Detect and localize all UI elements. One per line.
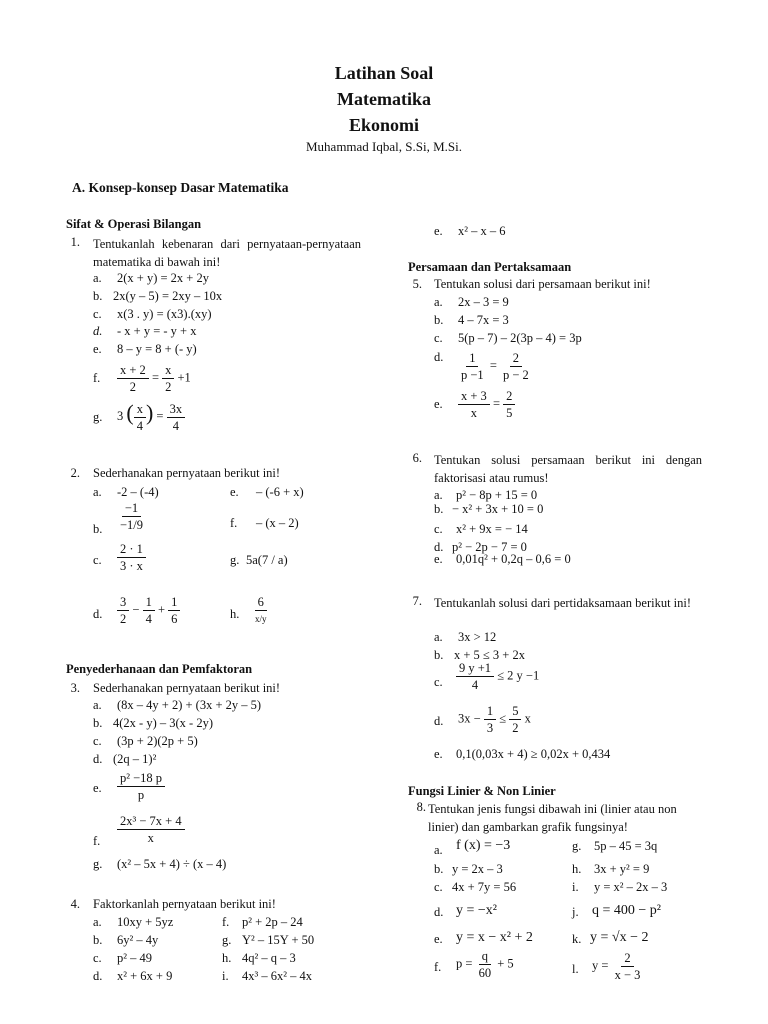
item-expr: - x + y = - y + x [117, 324, 197, 338]
item-expr: y = √x − 2 [590, 930, 649, 945]
denominator: p −1 [461, 368, 484, 382]
item-label: c. [434, 331, 443, 345]
item-label: h. [230, 607, 240, 621]
item-label: a. [93, 485, 102, 499]
item-expr: 8 – y = 8 + (- y) [117, 342, 197, 356]
item-label: f. [434, 960, 442, 974]
item-expr: 5p – 45 = 3q [594, 839, 658, 853]
leading-term: p = [456, 956, 473, 971]
denominator: 4 [471, 678, 479, 692]
item-label: d. [434, 905, 444, 919]
item-expr: 2x – 3 = 9 [458, 295, 509, 309]
denominator: 2 [120, 612, 127, 626]
denominator: −1/9 [120, 518, 144, 532]
item-expr: y = x² – 2x – 3 [594, 880, 668, 894]
numerator: 3 [117, 594, 129, 611]
question-number: 5. [412, 277, 422, 291]
subheading-penyederhanaan: Penyederhanaan dan Pemfaktoran [66, 662, 253, 676]
fraction-expr [456, 948, 514, 981]
item-label: e. [434, 397, 443, 411]
item-label: a. [93, 698, 102, 712]
numerator: 2 · 1 [117, 541, 146, 558]
item-expr: 4x + 7y = 56 [452, 880, 517, 894]
item-label: a. [93, 271, 102, 285]
item-expr: y = x − x² + 2 [456, 930, 533, 945]
numerator: 2x³ − 7x + 4 [117, 813, 185, 830]
denominator: x − 3 [614, 968, 641, 982]
item-expr: 10xy + 5yz [117, 915, 174, 929]
fraction-expr [117, 500, 146, 533]
question-number: 3. [70, 681, 80, 695]
remainder: ≤ 2 y −1 [497, 668, 540, 683]
item-label: c. [93, 553, 102, 567]
coefficient: 3 [117, 409, 124, 423]
item-label: b. [434, 648, 444, 662]
numerator: 2 [503, 388, 515, 405]
item-expr: 0,1(0,03x + 4) ≥ 0,02x + 0,434 [456, 747, 611, 761]
question-text: Tentukan jenis fungsi dibawah ini (linier atau non linier) dan gambarkan grafik fungsinya! [428, 802, 677, 834]
fraction-expr [117, 541, 146, 574]
remainder: + 5 [497, 956, 514, 971]
item-label: e. [434, 932, 443, 946]
question-number: 8. [416, 800, 426, 814]
denominator: 2 [165, 380, 172, 394]
question-number: 4. [70, 897, 80, 911]
numerator: x [162, 362, 174, 379]
denominator: 3 [486, 721, 494, 735]
item-label: b. [434, 862, 444, 876]
item-expr: p² – 49 [117, 951, 152, 965]
numerator: 1 [484, 703, 496, 720]
fraction-expr [592, 950, 643, 983]
item-label: g. [572, 839, 582, 853]
numerator: 1 [143, 594, 155, 611]
item-label: d. [434, 350, 444, 364]
denominator: 60 [478, 966, 492, 980]
numerator: 1 [168, 594, 180, 611]
item-label: b. [93, 289, 103, 303]
item-label: l. [572, 962, 579, 976]
question-number: 1. [70, 235, 80, 249]
fraction-expr: 3x − $\frac{1}{3}$ ≤ $\frac{5}{2}$ x [458, 704, 531, 735]
numerator: x + 2 [117, 362, 149, 379]
fraction-expr: $\frac{x + 3}{x}$ = $\frac{2}{5}$ [458, 388, 515, 421]
item-label: e. [434, 224, 443, 238]
item-expr: (x² – 5x + 4) ÷ (x – 4) [117, 857, 227, 871]
denominator: 5 [506, 406, 513, 420]
numerator: 1 [466, 350, 478, 367]
fraction-expr: $\frac{1}{p -1}$ = $\frac{2}{p - 2}$ [458, 350, 532, 383]
item-expr: – (-6 + x) [256, 485, 304, 499]
numerator: x [134, 401, 146, 418]
item-label: d. [93, 969, 103, 983]
item-label: e. [93, 342, 102, 356]
item-expr: q = 400 − p² [592, 903, 661, 918]
numerator: 2 [510, 350, 522, 367]
question-text: Tentukan solusi persamaan berikut ini dengan faktorisasi atau rumus! [434, 453, 702, 485]
item-expr: 6y² – 4y [117, 933, 159, 947]
item-label: a. [93, 915, 102, 929]
denominator: p − 2 [503, 368, 529, 382]
question-text: Sederhanakan pernyataan berikut ini! [93, 466, 281, 480]
leading-term: y = [592, 958, 609, 973]
fraction-expr [252, 594, 270, 627]
item-label: a. [434, 630, 443, 644]
item-label: k. [572, 932, 582, 946]
question-number: 2. [70, 466, 80, 480]
fraction-expr: 3 ( $\frac{x}{4}$ ) = $\frac{3x}{4}$ [117, 400, 185, 434]
item-expr: 3x + y² = 9 [594, 862, 650, 876]
numerator: 2 [621, 950, 633, 967]
item-label: g. [93, 410, 103, 424]
item-expr: 0,01q² + 0,2q – 0,6 = 0 [456, 552, 571, 566]
item-label: a. [434, 843, 443, 857]
item-expr: y = 2x – 3 [452, 862, 503, 876]
item-label: g. [222, 933, 232, 947]
denominator: x [147, 831, 154, 845]
item-label: c. [434, 522, 443, 536]
item-expr: 4x³ – 6x² – 4x [242, 969, 312, 983]
item-expr: x² – x – 6 [458, 224, 506, 238]
item-label: b. [93, 716, 103, 730]
item-label: d. [434, 540, 444, 554]
denominator: 3 · x [120, 559, 143, 573]
numerator: 3x [167, 401, 186, 418]
item-label: e. [434, 552, 443, 566]
item-expr: 5a(7 / a) [246, 553, 288, 567]
item-label: e. [230, 485, 239, 499]
item-label: d. [93, 324, 103, 338]
item-label: b. [93, 933, 103, 947]
question-text: Sederhanakan pernyataan berikut ini! [93, 681, 281, 695]
subheading-sifat: Sifat & Operasi Bilangan [66, 217, 202, 231]
item-expr: -2 – (-4) [117, 485, 159, 499]
item-expr: p² − 8p + 15 = 0 [456, 488, 538, 502]
item-label: e. [434, 747, 443, 761]
denominator: 6 [171, 612, 178, 626]
question-number: 7. [412, 594, 422, 608]
numerator: q [479, 948, 491, 965]
item-label: c. [93, 307, 102, 321]
title-line-3: Ekonomi [348, 115, 420, 135]
denominator: x/y [255, 614, 267, 624]
item-expr: (8x – 4y + 2) + (3x + 2y – 5) [117, 698, 262, 712]
item-label: h. [572, 862, 582, 876]
item-label: b. [434, 502, 444, 516]
item-expr: x(3 . y) = (x3).(xy) [117, 307, 212, 321]
item-expr: 4 – 7x = 3 [458, 313, 509, 327]
subheading-fungsi: Fungsi Linier & Non Linier [408, 784, 556, 798]
denominator: 4 [136, 418, 143, 433]
numerator: 5 [509, 703, 521, 720]
item-label: a. [434, 295, 443, 309]
question-number: 6. [412, 451, 422, 465]
item-label: d. [434, 714, 444, 728]
question-text: Tentukanlah kebenaran dari pernyataan-pernyataan matematika di bawah ini! [93, 237, 361, 269]
item-label: j. [572, 905, 579, 919]
item-expr: 4q² – q – 3 [242, 951, 296, 965]
section-heading: A. Konsep-konsep Dasar Matematika [72, 180, 289, 195]
item-expr: − x² + 3x + 10 = 0 [452, 502, 544, 516]
item-expr: p² − 2p − 7 = 0 [452, 540, 527, 554]
numerator: p² −18 p [117, 770, 165, 787]
item-label: b. [434, 313, 444, 327]
denominator: 4 [145, 612, 152, 626]
denominator: x [470, 406, 478, 420]
item-expr: 5(p – 7) – 2(3p – 4) = 3p [458, 331, 582, 345]
fraction-expr: $\frac{3}{2}$ − $\frac{1}{4}$ + $\frac{1}{6}$ [117, 594, 180, 627]
subheading-persamaan: Persamaan dan Pertaksamaan [408, 260, 572, 274]
fraction-expr [456, 660, 539, 693]
item-label: a. [434, 488, 443, 502]
item-expr: (3p + 2)(2p + 5) [117, 734, 198, 748]
item-label: i. [222, 969, 229, 983]
numerator: −1 [122, 500, 141, 517]
item-label: i. [572, 880, 579, 894]
item-expr: Y² – 15Y + 50 [242, 933, 315, 947]
denominator: 2 [512, 721, 519, 735]
item-label: f. [93, 834, 101, 848]
item-label: d. [93, 752, 103, 766]
title-line-1: Latihan Soal [334, 63, 434, 83]
denominator: 2 [129, 380, 137, 394]
item-expr: 2(x + y) = 2x + 2y [117, 271, 209, 285]
fraction-expr [117, 813, 185, 846]
item-expr: 3x > 12 [458, 630, 497, 644]
item-expr: x² + 6x + 9 [117, 969, 173, 983]
fraction-expr [117, 770, 165, 803]
item-expr: f (x) = −3 [456, 838, 511, 853]
remainder: x [524, 711, 531, 726]
question-text: Faktorkanlah pernyataan berikut ini! [93, 897, 276, 911]
title-line-2: Matematika [337, 89, 431, 109]
item-expr: x + 5 ≤ 3 + 2x [454, 648, 525, 662]
item-label: c. [93, 734, 102, 748]
item-expr: y = −x² [456, 903, 497, 918]
item-expr: (2q – 1)² [113, 752, 157, 766]
numerator: 6 [255, 594, 267, 611]
leading-term: 3x − [458, 711, 481, 726]
fraction-expr: $\frac{x + 2}{2}$ = $\frac{x}{2}$ +1 [117, 362, 191, 395]
numerator: x + 3 [458, 388, 490, 405]
item-label: g. [230, 553, 240, 567]
denominator: p [137, 788, 145, 802]
item-label: g. [93, 857, 103, 871]
item-label: c. [93, 951, 102, 965]
item-label: e. [93, 781, 102, 795]
item-label: f. [230, 516, 238, 530]
item-expr: 4(2x - y) – 3(x - 2y) [113, 716, 213, 730]
item-expr: x² + 9x = − 14 [456, 522, 528, 536]
item-label: c. [434, 675, 443, 689]
item-label: f. [93, 371, 101, 385]
remainder: +1 [177, 370, 191, 385]
numerator: 9 y +1 [456, 660, 494, 677]
item-label: d. [93, 607, 103, 621]
item-label: c. [434, 880, 443, 894]
item-expr: – (x – 2) [256, 516, 299, 530]
question-text: Tentukan solusi dari persamaan berikut ini! [434, 277, 651, 291]
denominator: 4 [172, 418, 179, 433]
question-text: Tentukanlah solusi dari pertidaksamaan berikut ini! [434, 596, 692, 610]
item-expr: 2x(y – 5) = 2xy – 10x [113, 289, 223, 303]
item-label: f. [222, 915, 230, 929]
author: Muhammad Iqbal, S.Si, M.Si. [305, 139, 462, 154]
item-label: h. [222, 951, 232, 965]
item-label: b. [93, 522, 103, 536]
item-expr: p² + 2p – 24 [242, 915, 303, 929]
